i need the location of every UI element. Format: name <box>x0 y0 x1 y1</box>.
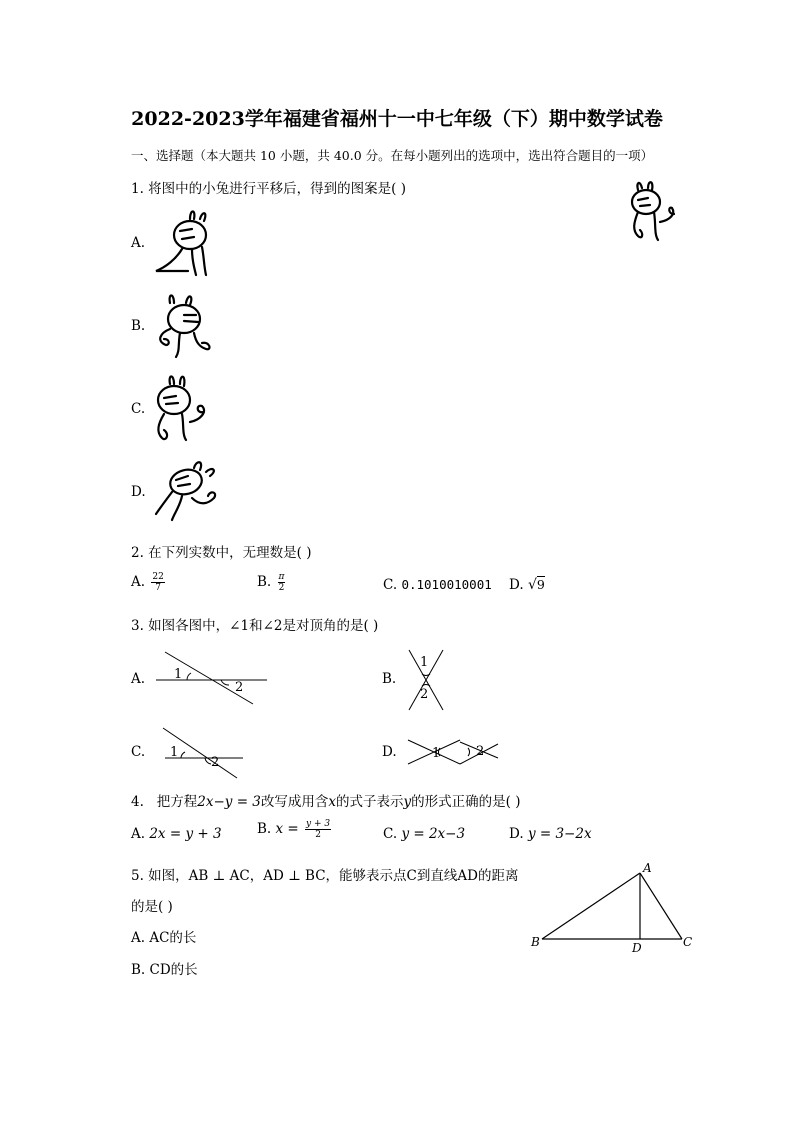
q4-option-a[interactable] <box>131 826 222 842</box>
angle-2-label: 2 <box>211 755 220 770</box>
point-d-label: D <box>632 941 642 955</box>
q2-option-c-label: C. <box>383 577 398 593</box>
q4-var-y: y <box>403 794 412 810</box>
q4-option-d[interactable] <box>509 826 592 842</box>
rabbit-option-c-figure <box>150 372 220 446</box>
rabbit-reference-figure <box>624 178 694 250</box>
q4-stem-post: 的形式正确的是( ) <box>411 794 521 810</box>
q4-option-a-label: A. <box>131 826 146 842</box>
angle-2-label: 2 <box>235 680 244 695</box>
question-3-stem: 3. 如图各图中，∠1和∠2是对顶角的是( ) <box>131 618 379 634</box>
q1-option-b-label[interactable]: B. <box>131 318 146 334</box>
q2-option-d-radicand: 9 <box>536 577 545 592</box>
angle-2-label: 2 <box>476 744 485 759</box>
angle-figure-a <box>155 650 271 706</box>
page-title: 2022-2023学年福建省福州十一中七年级（下）期中数学试卷 <box>131 108 663 130</box>
q4-var-x: x <box>328 794 337 810</box>
triangle-figure <box>528 858 698 958</box>
rabbit-option-a-figure <box>152 205 220 279</box>
q3-option-c-label[interactable]: C. <box>131 744 146 760</box>
q4-b-denominator: 2 <box>315 830 321 840</box>
q4-option-b-lhs: x = <box>275 821 299 837</box>
q1-option-d-label[interactable]: D. <box>131 484 146 500</box>
angle-figure-c <box>155 724 247 780</box>
rabbit-option-b-figure <box>150 289 220 363</box>
point-b-label: B <box>531 935 540 949</box>
q2-a-numerator: 22 <box>152 572 164 582</box>
point-c-label: C <box>683 935 693 949</box>
q3-option-b-label[interactable]: B. <box>382 671 397 687</box>
angle-figure-b <box>403 648 449 712</box>
q4-option-b-label: B. <box>257 821 272 837</box>
q4-option-c-label: C. <box>383 826 398 842</box>
angle-figure-d <box>406 734 500 768</box>
angle-1-label: 1 <box>170 745 179 760</box>
q4-option-c-text: y = 2x−3 <box>401 826 466 842</box>
sqrt-symbol: √ <box>527 577 537 593</box>
angle-1-label: 1 <box>432 746 441 761</box>
q2-a-denominator: 7 <box>155 583 161 593</box>
question-1-stem: 1. 将图中的小兔进行平移后，得到的图案是( ) <box>131 181 406 197</box>
q1-option-c-label[interactable]: C. <box>131 401 146 417</box>
q5-option-b[interactable]: B. CD的长 <box>131 962 198 978</box>
q2-option-c-value: 0.1010010001 <box>401 577 492 592</box>
q2-option-a-fraction <box>151 572 164 593</box>
q2-option-b-label: B. <box>257 574 272 590</box>
question-5-stem-line1: 5. 如图，AB ⊥ AC，AD ⊥ BC，能够表示点C到直线AD的距离 <box>131 868 519 884</box>
q4-option-d-text: y = 3−2x <box>527 826 592 842</box>
q4-option-d-label: D. <box>509 826 524 842</box>
q3-option-a-label[interactable]: A. <box>131 671 146 687</box>
q2-b-numerator: π <box>278 572 285 582</box>
q2-option-c[interactable] <box>383 577 492 593</box>
question-2-stem: 2. 在下列实数中，无理数是( ) <box>131 545 312 561</box>
q2-option-d[interactable] <box>509 577 545 593</box>
q2-option-a[interactable] <box>131 572 167 593</box>
q2-option-a-label: A. <box>131 574 146 590</box>
q3-option-d-label[interactable]: D. <box>382 744 397 760</box>
q2-option-b[interactable] <box>257 572 287 593</box>
q4-option-c[interactable] <box>383 826 465 842</box>
angle-2-label: 2 <box>420 687 429 702</box>
q4-stem-mid2: 的式子表示 <box>336 794 404 810</box>
question-4-stem <box>131 790 520 810</box>
angle-1-label: 1 <box>174 667 183 682</box>
q5-option-a[interactable]: A. AC的长 <box>131 930 197 946</box>
q2-b-denominator: 2 <box>278 583 285 593</box>
q4-b-numerator: y + 3 <box>306 819 331 829</box>
q4-option-b-fraction <box>305 819 331 840</box>
q4-stem-pre: 把方程 <box>156 794 198 810</box>
section-heading: 一、选择题（本大题共 10 小题，共 40.0 分。在每小题列出的选项中，选出符合题目的一项） <box>131 148 654 163</box>
point-a-label: A <box>643 861 652 875</box>
q1-option-a-label[interactable]: A. <box>131 235 146 251</box>
q2-option-b-fraction <box>278 572 286 593</box>
q4-equation: 2x−y = 3 <box>197 794 261 810</box>
q2-option-d-label: D. <box>509 577 524 593</box>
question-5-stem-line2: 的是( ) <box>131 899 173 915</box>
rabbit-option-d-figure <box>152 458 228 524</box>
q4-number: 4. <box>131 794 144 810</box>
q4-stem-mid1: 改写成用含 <box>260 794 329 810</box>
angle-1-label: 1 <box>420 655 429 670</box>
q4-option-b[interactable] <box>257 819 333 840</box>
q4-option-a-text: 2x = y + 3 <box>149 826 222 842</box>
